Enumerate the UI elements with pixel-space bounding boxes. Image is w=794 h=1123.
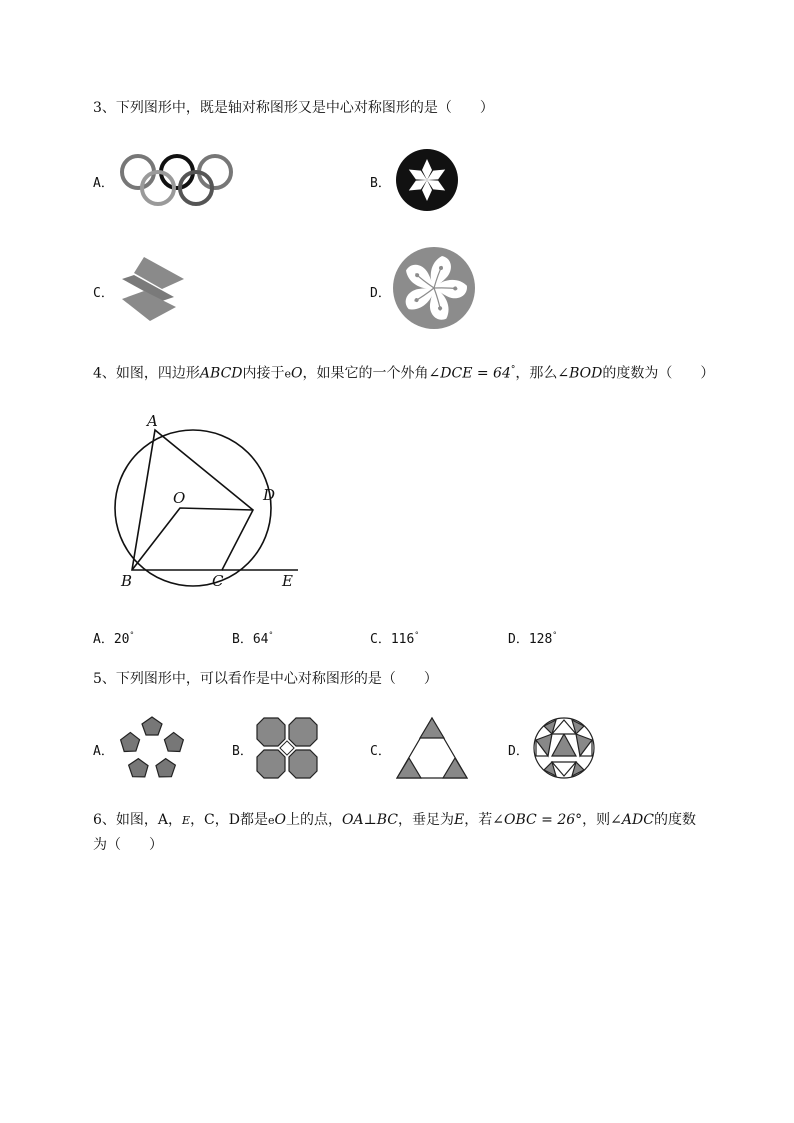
circle-tiling-figure [532,716,596,780]
label-e: E [282,572,293,590]
label-d: D [263,486,276,504]
q4-option-c [370,628,419,647]
label-c: C [212,572,224,590]
q6-stem-line1 [93,808,696,833]
q6-stem-part: 6、如图，A， [93,812,183,828]
option-letter: A． [93,632,114,647]
q6-stem-part: 上的点， [286,812,342,828]
q6-stem-part: ，若 [464,812,493,828]
suzuki-s-logo-figure [118,255,190,325]
q4-stem [93,358,714,387]
q4-option-a [93,628,134,647]
q4-angle-dce: ∠DCE = 64 [428,365,511,382]
label-a: A [147,412,158,430]
star-diamond-logo-figure [395,148,459,212]
option-value: 116 [390,632,415,647]
q6-stem-part: 的度数 [653,812,696,828]
q5-stem: 5、下列图形中，可以看作是中心对称图形的是（ ） [93,671,438,687]
q4-circle-symbol: e [284,367,292,381]
q6-point-e: E [182,814,191,827]
q6-foot-e: E [454,812,465,828]
bauhinia-flower-figure [390,246,478,332]
q6-angle-obc: ∠OBC = 26° [492,812,583,828]
option-letter: C． [370,632,391,647]
q4-option-d [508,628,557,647]
q6-circle-name: O [274,812,286,828]
q5-option-d-label: D． [508,744,529,759]
triangle-hexagon-figure [395,716,469,780]
q3-option-d-label: D． [370,286,391,301]
q6-angle-adc: ∠ADC [610,812,654,828]
label-b: B [121,572,133,590]
q6-perpendicular: OA⊥BC [342,812,399,828]
option-value: 64 [252,632,269,647]
q4-degree: ° [510,365,516,375]
q5-option-c-label: C． [370,744,391,759]
option-degree: ° [414,630,420,640]
q6-stem-part: ，C，D都是 [190,812,268,828]
q4-circle-name: O [291,365,303,382]
q4-stem-part: 的度数为（ ） [602,365,715,382]
quadrilateral-abcd [132,430,253,570]
q4-option-b [232,628,273,647]
q4-stem-part: ，如果它的一个外角 [302,365,429,382]
option-degree: ° [129,630,135,640]
q6-stem-part: ，则 [582,812,611,828]
q4-angle-bod: ∠BOD [557,365,603,382]
q6-stem-line2: 为（ ） [93,837,163,853]
five-pentagons-figure [115,716,189,782]
option-value: 20 [113,632,130,647]
q3-option-b-label: B． [370,176,391,191]
label-o: O [173,489,186,507]
radius-ob-od [132,508,253,570]
q5-option-a-label: A． [93,744,114,759]
q4-stem-part: 内接于 [242,365,285,382]
option-degree: ° [552,630,558,640]
q4-quad-name: ABCD [199,365,243,382]
q3-option-a-label: A． [93,176,114,191]
q6-stem-part: ，垂足为 [398,812,455,828]
option-letter: B． [232,632,253,647]
q3-option-c-label: C． [93,286,114,301]
q5-option-b-label: B． [232,744,253,759]
q3-stem: 3、下列图形中，既是轴对称图形又是中心对称图形的是（ ） [93,100,494,116]
olympic-rings-figure [118,150,238,210]
option-letter: D． [508,632,529,647]
four-octagons-figure [255,716,319,780]
option-degree: ° [268,630,274,640]
option-value: 128 [528,632,553,647]
q4-inscribed-quadrilateral-figure [95,408,305,590]
q4-stem-part: 4、如图，四边形 [93,365,200,382]
q4-stem-part: ，那么 [515,365,558,382]
q6-circle-symbol: e [268,814,275,827]
